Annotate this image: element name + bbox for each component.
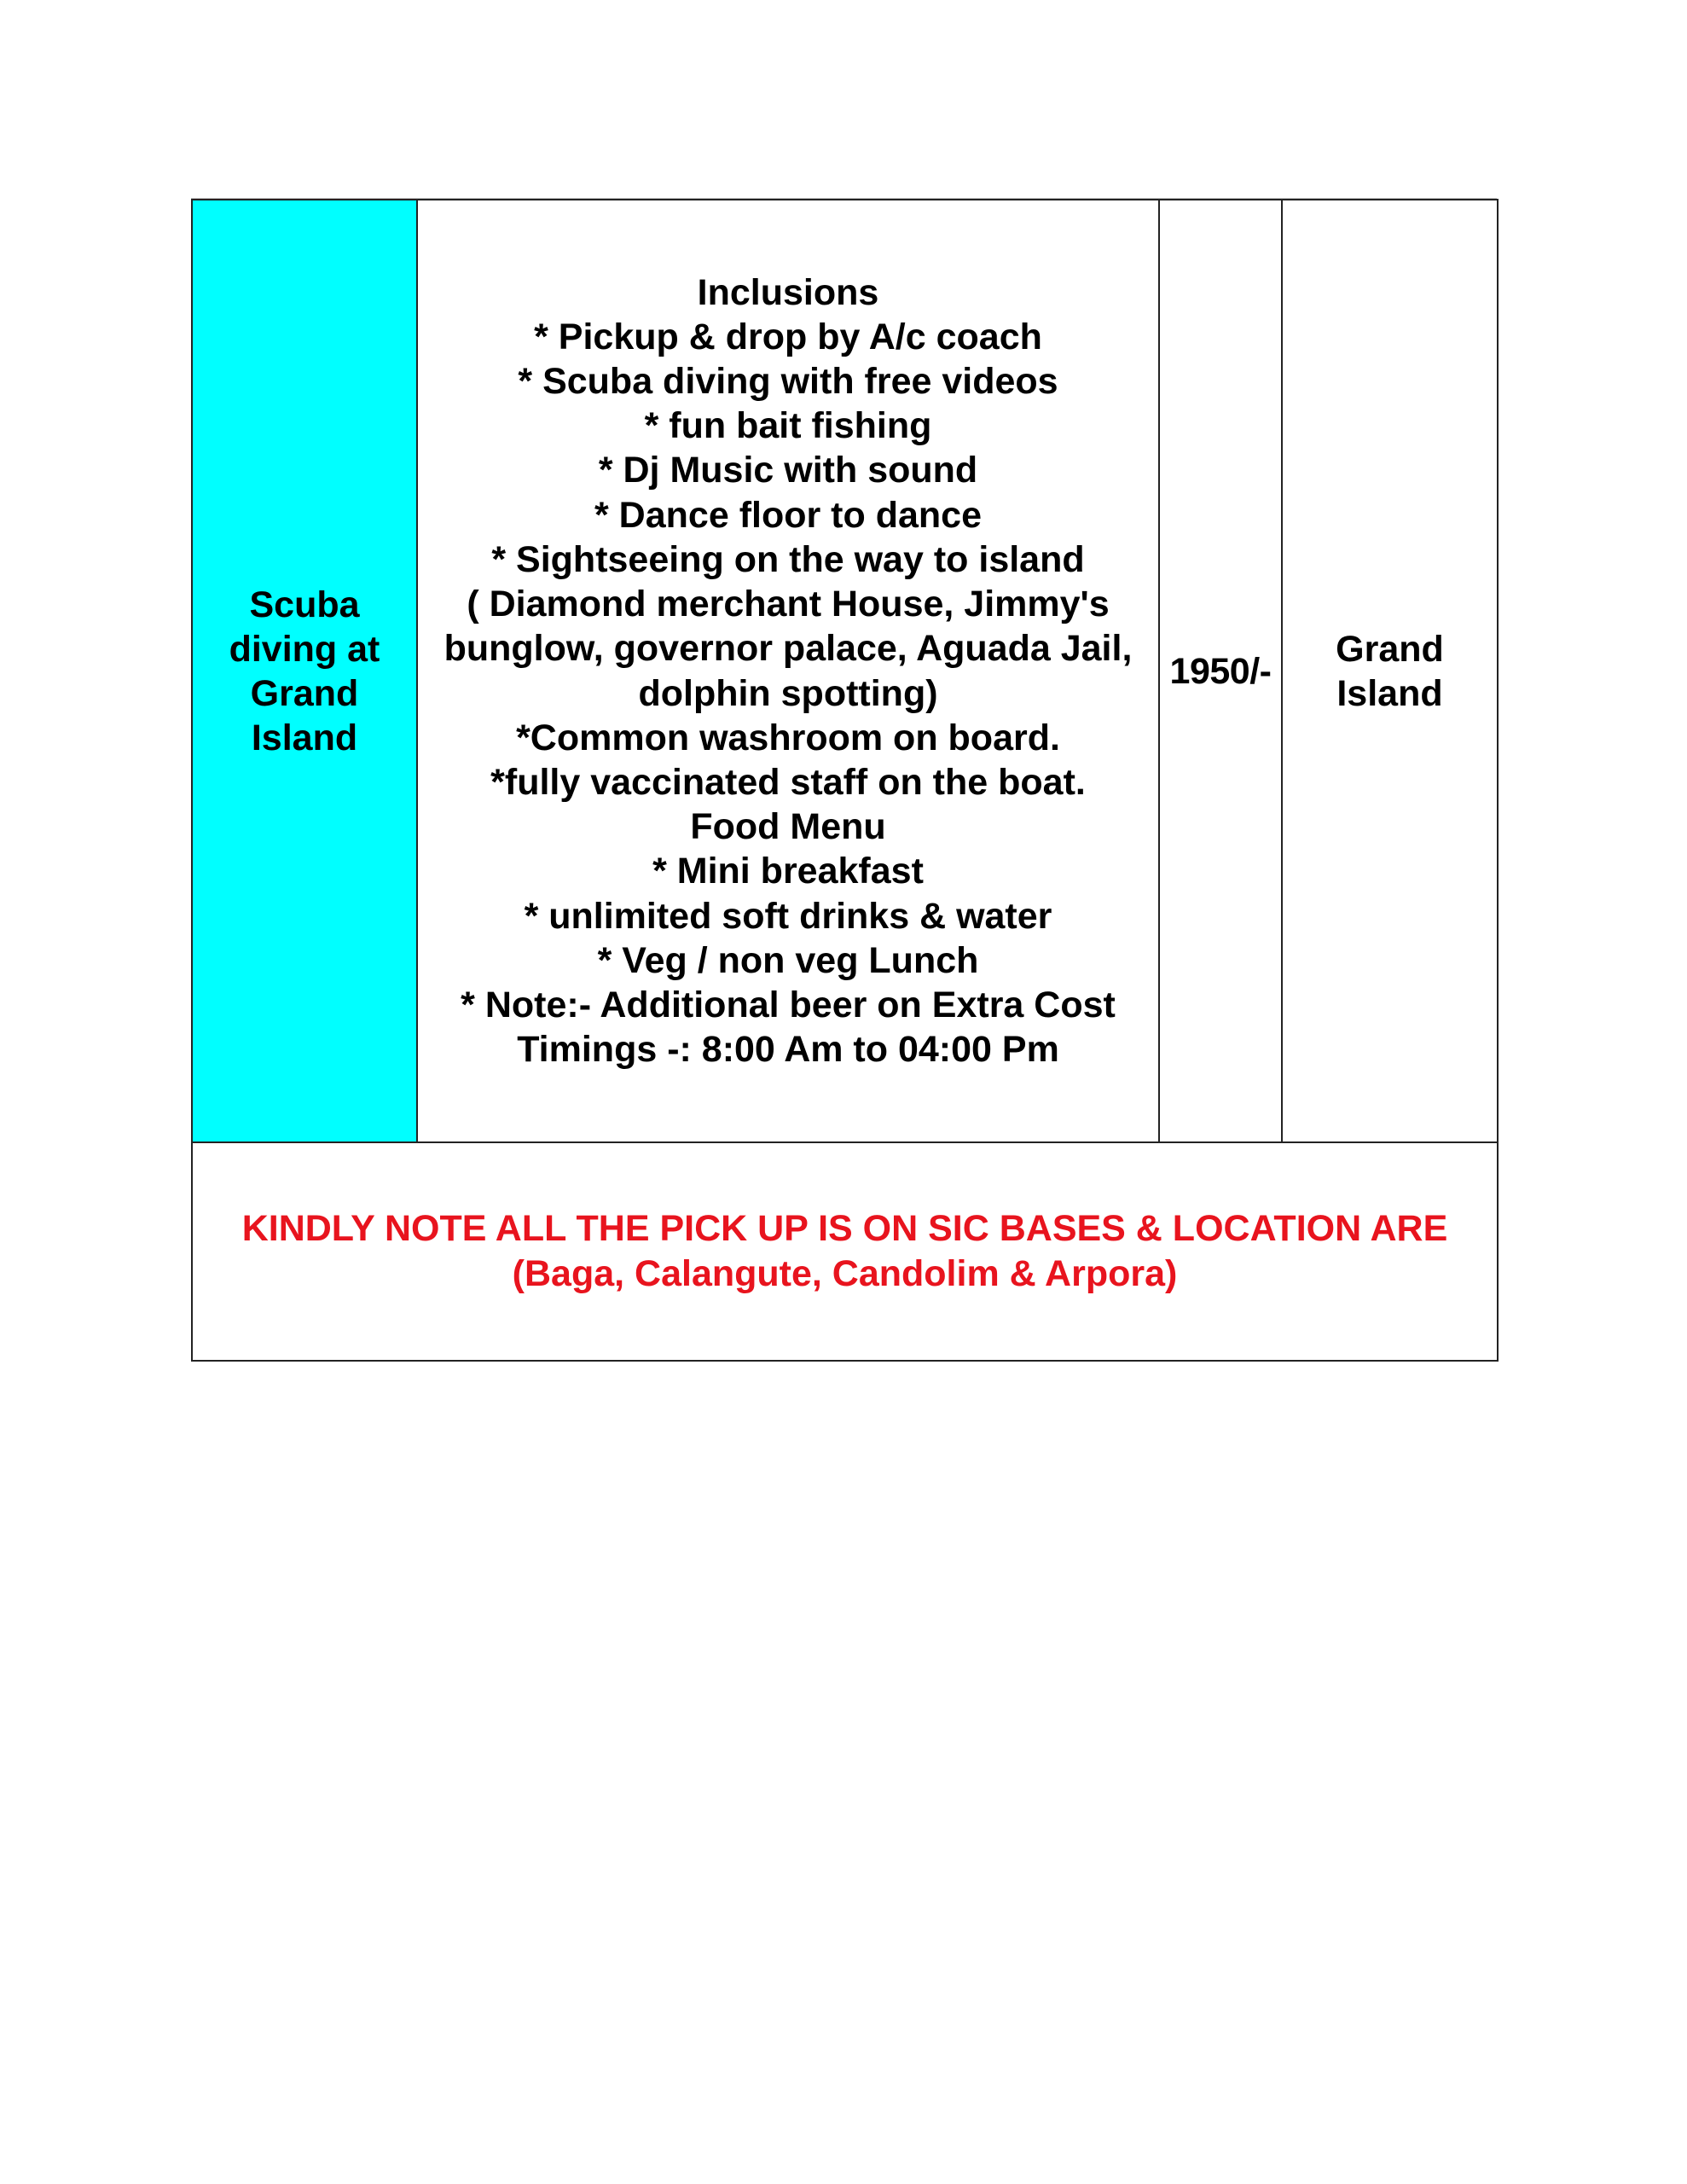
tour-price: 1950/- <box>1169 650 1272 692</box>
food-menu-heading: Food Menu <box>690 806 886 848</box>
tour-location-line: Grand <box>1336 628 1444 670</box>
description-line: dolphin spotting) <box>638 672 938 714</box>
note-row <box>192 1142 1498 1361</box>
tour-description-cell <box>417 200 1159 1142</box>
tour-name-line: Island <box>251 717 358 758</box>
description-line: * Dj Music with sound <box>598 450 978 491</box>
pickup-note-line: KINDLY NOTE ALL THE PICK UP IS ON SIC BASES & LOCATION ARE <box>241 1208 1448 1249</box>
inclusions-heading: Inclusions <box>697 271 879 313</box>
tour-name-cell <box>192 200 417 1142</box>
tour-location-cell <box>1282 200 1498 1142</box>
description-line: * Dance floor to dance <box>594 494 982 536</box>
pickup-note-cell <box>192 1142 1498 1361</box>
description-line: * Pickup & drop by A/c coach <box>534 316 1042 357</box>
description-line: * fun bait fishing <box>644 405 932 447</box>
tour-name-line: Scuba <box>249 584 360 625</box>
timings-line: Timings -: 8:00 Am to 04:00 Pm <box>517 1029 1059 1071</box>
description-line: * Sightseeing on the way to island <box>491 538 1085 580</box>
tour-price-cell <box>1159 200 1282 1142</box>
description-line: ( Diamond merchant House, Jimmy's <box>467 584 1110 625</box>
description-line: * Note:- Additional beer on Extra Cost <box>461 984 1116 1025</box>
description-line: * Mini breakfast <box>652 851 924 892</box>
tour-name-line: Grand <box>250 672 359 714</box>
description-line: * Veg / non veg Lunch <box>597 939 979 981</box>
pickup-locations-line: (Baga, Calangute, Candolim & Arpora) <box>512 1253 1178 1294</box>
tour-name-line: diving at <box>229 628 380 670</box>
description-line: * unlimited soft drinks & water <box>524 895 1052 937</box>
description-line: * Scuba diving with free videos <box>518 361 1058 403</box>
description-line: *Common washroom on board. <box>516 717 1060 758</box>
tour-table <box>191 199 1499 1362</box>
tour-location-line: Island <box>1336 672 1443 714</box>
tour-row <box>192 200 1498 1142</box>
description-line: bunglow, governor palace, Aguada Jail, <box>443 628 1133 670</box>
description-line: *fully vaccinated staff on the boat. <box>490 761 1086 803</box>
